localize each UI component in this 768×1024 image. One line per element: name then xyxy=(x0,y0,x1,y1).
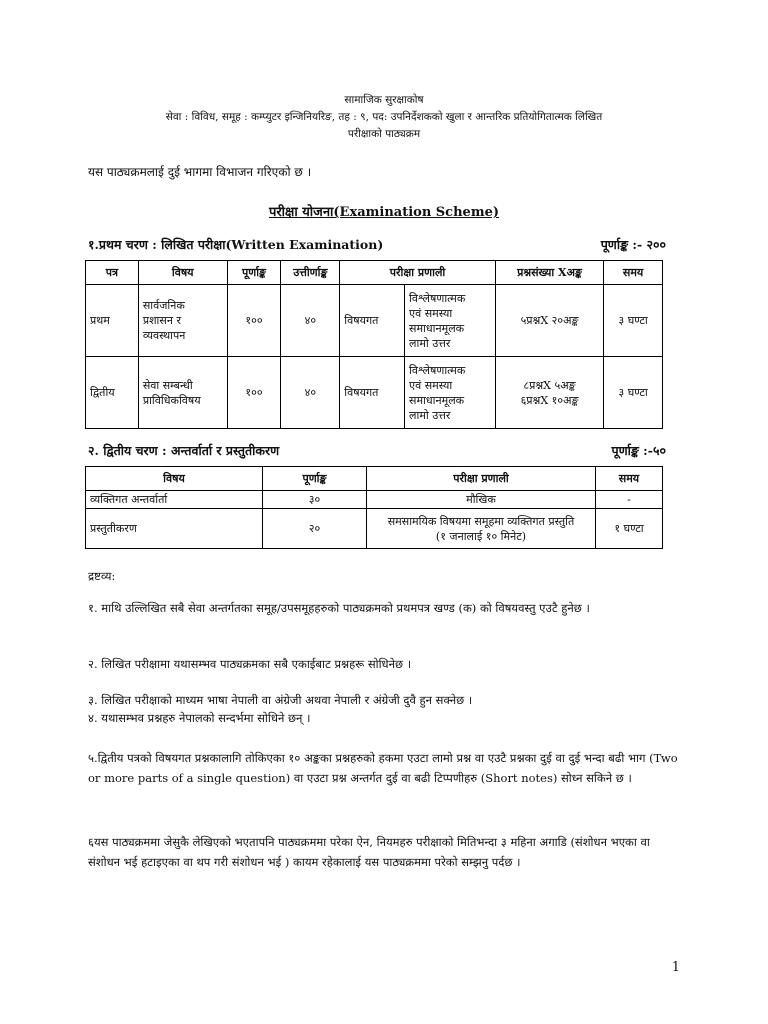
subject-cell: व्यक्तिगत अन्तर्वार्ता xyxy=(86,491,263,509)
col-header: विषय xyxy=(86,467,263,491)
stage2-heading xyxy=(88,442,666,459)
stage1-title: १.प्रथम चरण : लिखित परीक्षा(Written Examination) xyxy=(88,237,384,252)
org-name: सामाजिक सुरक्षाकोष xyxy=(344,94,424,106)
col-header: प्रश्नसंख्या Xअङ्क xyxy=(495,261,603,285)
questions-cell: ५प्रश्नX २०अङ्क xyxy=(495,285,603,357)
col-header: पत्र xyxy=(86,261,139,285)
pass-marks-cell: ४० xyxy=(281,285,340,357)
paper-cell: प्रथम xyxy=(86,285,139,357)
stage1-table xyxy=(85,260,663,429)
method-cell: विश्लेषणात्मक एवं समस्या समाधानमूलक लामो उत्तर xyxy=(405,357,496,429)
table-row xyxy=(86,491,663,509)
system-cell: मौखिक xyxy=(367,491,596,509)
table-row xyxy=(86,509,663,549)
header-line-3: परीक्षाको पाठ्यक्रम xyxy=(347,128,421,140)
time-cell: - xyxy=(596,491,663,509)
stage2-title: २. द्वितीय चरण : अन्तर्वार्ता र प्रस्तुतीकरण xyxy=(88,443,280,458)
table-header-row xyxy=(86,261,663,285)
method-cell: विश्लेषणात्मक एवं समस्या समाधानमूलक लामो उत्तर xyxy=(405,285,496,357)
time-cell: ३ घण्टा xyxy=(604,357,663,429)
col-header: परीक्षा प्रणाली xyxy=(340,261,496,285)
col-header: परीक्षा प्रणाली xyxy=(367,467,596,491)
stage1-heading xyxy=(88,236,666,253)
table-row xyxy=(86,357,663,429)
intro-text: यस पाठ्यक्रमलाई दुई भागमा विभाजन गरिएको छ । xyxy=(88,165,312,179)
subject-cell: सार्वजनिक प्रशासन र व्यवस्थापन xyxy=(138,285,227,357)
notes-heading: द्रष्टव्य: xyxy=(88,569,116,583)
note-4: ४. यथासम्भव प्रश्नहरु नेपालको सन्दर्भमा सोधिने छन् । xyxy=(88,711,311,725)
col-header: उत्तीर्णाङ्क xyxy=(281,261,340,285)
stage2-full-marks: पूर्णाङ्क :-५० xyxy=(611,443,666,458)
header-line-2: सेवा : विविध, समूह : कम्प्युटर इन्जिनियरिङ, तह : ९, पद: उपनिर्देशकको खुला र आन्तरिक प्रतियोगितात्मक लिखित xyxy=(165,111,603,123)
table-header-row xyxy=(86,467,663,491)
stage2-table xyxy=(85,466,663,549)
system-cell: विषयगत xyxy=(340,357,405,429)
subject-cell: प्रस्तुतीकरण xyxy=(86,509,263,549)
scheme-title: परीक्षा योजना(Examination Scheme) xyxy=(268,205,499,220)
note-3: ३. लिखित परीक्षाको माध्यम भाषा नेपाली वा अंग्रेजी अथवा नेपाली र अंग्रेजी दुवै हुन सक्नेछ । xyxy=(88,693,473,707)
stage1-full-marks: पूर्णाङ्क :- २०० xyxy=(600,237,666,252)
full-marks-cell: १०० xyxy=(227,357,281,429)
col-header: समय xyxy=(596,467,663,491)
system-cell: विषयगत xyxy=(340,285,405,357)
paper-cell: द्वितीय xyxy=(86,357,139,429)
col-header: पूर्णाङ्क xyxy=(227,261,281,285)
note-6: ६यस पाठ्यक्रममा जेसुकै लेखिएको भएतापनि पाठ्यक्रममा परेका ऐन, नियमहरु परीक्षाको मितिभन्दा ३ महिना अगाडि (संशोधन भएका वा संशोधन भई हटाइएका वा थप गरी संशोधन भई ) कायम रहेकालाई यस पाठ्यक्रममा परेको सम्झनु पर्दछ । xyxy=(88,835,650,869)
time-cell: १ घण्टा xyxy=(596,509,663,549)
time-cell: ३ घण्टा xyxy=(604,285,663,357)
table-row xyxy=(86,285,663,357)
system-cell: समसामयिक विषयमा समूहमा व्यक्तिगत प्रस्तुति (१ जनालाई १० मिनेट) xyxy=(367,509,596,549)
note-5: ५.द्वितीय पत्रको विषयगत प्रश्नकालागि तोकिएका १० अङ्कका प्रश्नहरुको हकमा एउटा लामो प्रश्न वा एउटै प्रश्नका दुई वा दुई भन्दा बढी भाग (Two or more parts of a single question) वा एउटा प्रश्न अन्तर्गत दुई वा बढी टिप्पणीहरु (Short notes) सोध्न सकिने छ । xyxy=(88,751,678,785)
col-header: समय xyxy=(604,261,663,285)
full-marks-cell: २० xyxy=(263,509,367,549)
note-2: २. लिखित परीक्षामा यथासम्भव पाठ्यक्रमका सबै एकाईबाट प्रश्नहरू सोधिनेछ । xyxy=(88,657,412,671)
full-marks-cell: १०० xyxy=(227,285,281,357)
subject-cell: सेवा सम्बन्धी प्राविधिकविषय xyxy=(138,357,227,429)
page-number: 1 xyxy=(671,960,680,975)
full-marks-cell: ३० xyxy=(263,491,367,509)
col-header: पूर्णाङ्क xyxy=(263,467,367,491)
questions-cell: ८प्रश्नX ५अङ्क ६प्रश्नX १०अङ्क xyxy=(495,357,603,429)
note-1: १. माथि उल्लिखित सबै सेवा अन्तर्गतका समूह/उपसमूहहरुको पाठ्यक्रमको प्रथमपत्र खण्ड (क) को विषयवस्तु एउटै हुनेछ । xyxy=(88,601,590,615)
pass-marks-cell: ४० xyxy=(281,357,340,429)
col-header: विषय xyxy=(138,261,227,285)
